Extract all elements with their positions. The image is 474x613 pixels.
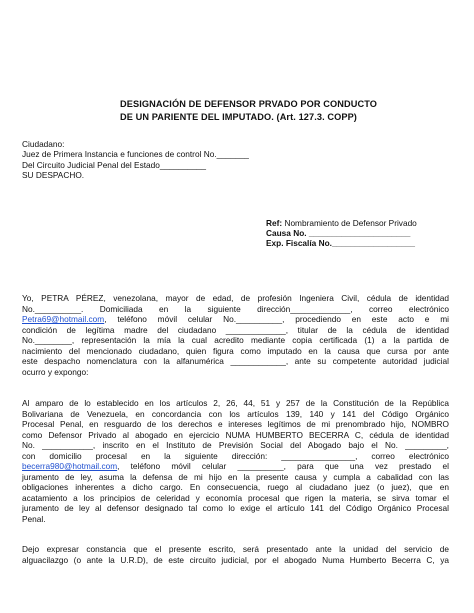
paragraph-line	[22, 451, 449, 462]
paragraph-text: Bolivariana de Venezuela, en concordancia con los artículos 139, 140 y 141 del Código Orgánico	[22, 408, 449, 419]
title-line-1: DESIGNACIÓN DE DEFENSOR PRVADO POR CONDUCTO	[120, 99, 377, 109]
paragraph-text: obligaciones inherentes a dicho cargo. En consecuencia, ruego al ciudadano juez (o juez), que en	[22, 482, 449, 493]
addressee-line: Del Circuito Judicial Penal del Estado__________	[22, 159, 207, 170]
paragraph-line	[22, 555, 449, 566]
paragraph-text: Dejo expresar constancia que el presente escrito, será presentado ante la unidad del servicio de	[22, 544, 449, 554]
paragraph-line	[22, 514, 449, 525]
ref-value: Nombramiento de Defensor Privado	[282, 218, 417, 228]
paragraph-line	[22, 503, 449, 514]
paragraph-line	[22, 461, 449, 472]
title-line-2: DE UN PARIENTE DEL IMPUTADO. (Art. 127.3. COPP)	[120, 111, 357, 122]
fiscalia-text: Exp. Fiscalía No.__________________	[266, 238, 415, 249]
ref-label: Ref:	[266, 218, 283, 228]
document-title	[120, 98, 420, 123]
paragraph-text: Procesal Penal, en resguardo de los derechos e intereses legítimos de mi prenombrado hijo, NOMBRO	[22, 419, 449, 430]
paragraph-text: , teléfono móvil celular No.__________, procediendo en este acto e mi	[104, 314, 449, 325]
addressee-line: Ciudadano:	[22, 139, 65, 149]
paragraph-text: No. ___________, inscrito en el Instituto de Previsión Social del Abogado bajo el No. _________,	[22, 440, 449, 451]
paragraph-line	[22, 430, 449, 441]
paragraph-text: , teléfono móvil celular __________, para que una vez prestado el	[117, 461, 449, 472]
paragraph-line	[22, 398, 449, 409]
paragraph-declaration	[22, 293, 449, 377]
paragraph-text: nacimiento del mencionado ciudadano, quien figura como imputado en la causa que cursa por ante	[22, 345, 449, 356]
paragraph-line	[22, 314, 449, 325]
causa-line	[266, 228, 417, 238]
paragraph-designation	[22, 398, 449, 525]
paragraph-line	[22, 293, 449, 304]
paragraph-text: ocurro y expongo:	[22, 366, 89, 377]
paragraph-text: este despacho nomenclatura con la alfanumérica ____________, ante su competente autoridad judicial	[22, 356, 449, 367]
addressee-line: SU DESPACHO.	[22, 169, 85, 180]
paragraph-text: Penal.	[22, 514, 46, 525]
paragraph-text: No.________, representación la mía la cual acredito mediante copia certificada (1) a la partida de	[22, 335, 449, 346]
ref-line	[266, 218, 417, 228]
paragraph-line	[22, 544, 449, 555]
paragraph-text: alguacilazgo (o ante la U.R.D), de este circuito judicial, por el abogado Numa Humberto Becerra C, ya	[22, 554, 449, 565]
paragraph-line	[22, 304, 449, 315]
paragraph-line	[22, 356, 449, 367]
paragraph-text: juramento de ley, asuma la defensa de mi hijo en la presente causa y cumpla a cabalidad con las	[22, 471, 449, 482]
paragraph-line	[22, 346, 449, 357]
paragraph-text: No.__________. Domiciliada en la siguiente dirección_____________, correo electrónico	[22, 303, 449, 314]
addressee-line: Juez de Primera Instancia e funciones de control No._______	[22, 149, 249, 160]
paragraph-closing	[22, 544, 449, 565]
email-link[interactable]: becerra980@hotmail.com	[22, 461, 118, 472]
paragraph-line	[22, 335, 449, 346]
paragraph-line	[22, 325, 449, 336]
paragraph-text: con domicilio procesal en la siguiente dirección: ________________, correo electrónico	[22, 450, 449, 461]
paragraph-line	[22, 493, 449, 504]
fiscalia-line	[266, 238, 417, 248]
addressee-block	[22, 139, 249, 180]
paragraph-line	[22, 409, 449, 420]
paragraph-line	[22, 367, 449, 378]
paragraph-text: como Defensor Privado al abogado en ejercicio NUMA HUMBERTO BECERRA C, cédula de identidad	[22, 429, 449, 440]
email-link[interactable]: Petra69@hotmail.com	[22, 314, 105, 325]
paragraph-text: Al amparo de lo establecido en los artículos 2, 26, 44, 51 y 257 de la Constitución de la República	[22, 398, 449, 408]
paragraph-text: acatamiento a los principios de celeridad y economía procesal que rigen la materia, se sirva tomar el	[22, 492, 449, 503]
causa-text: Causa No. ______________________	[266, 228, 411, 239]
paragraph-line	[22, 419, 449, 430]
paragraph-line	[22, 472, 449, 483]
paragraph-text: Yo, PETRA PÉREZ, venezolana, mayor de edad, de profesión Ingeniera Civil, cédula de identidad	[22, 293, 449, 303]
reference-block	[266, 218, 417, 249]
paragraph-line	[22, 440, 449, 451]
paragraph-text: juramento de ley al defensor designado tal como lo exige el artículo 141 del Código Orgánico Procesal	[22, 503, 449, 514]
paragraph-line	[22, 482, 449, 493]
paragraph-text: condición de legítima madre del ciudadano _____________, titular de la cédula de identidad	[22, 324, 449, 335]
